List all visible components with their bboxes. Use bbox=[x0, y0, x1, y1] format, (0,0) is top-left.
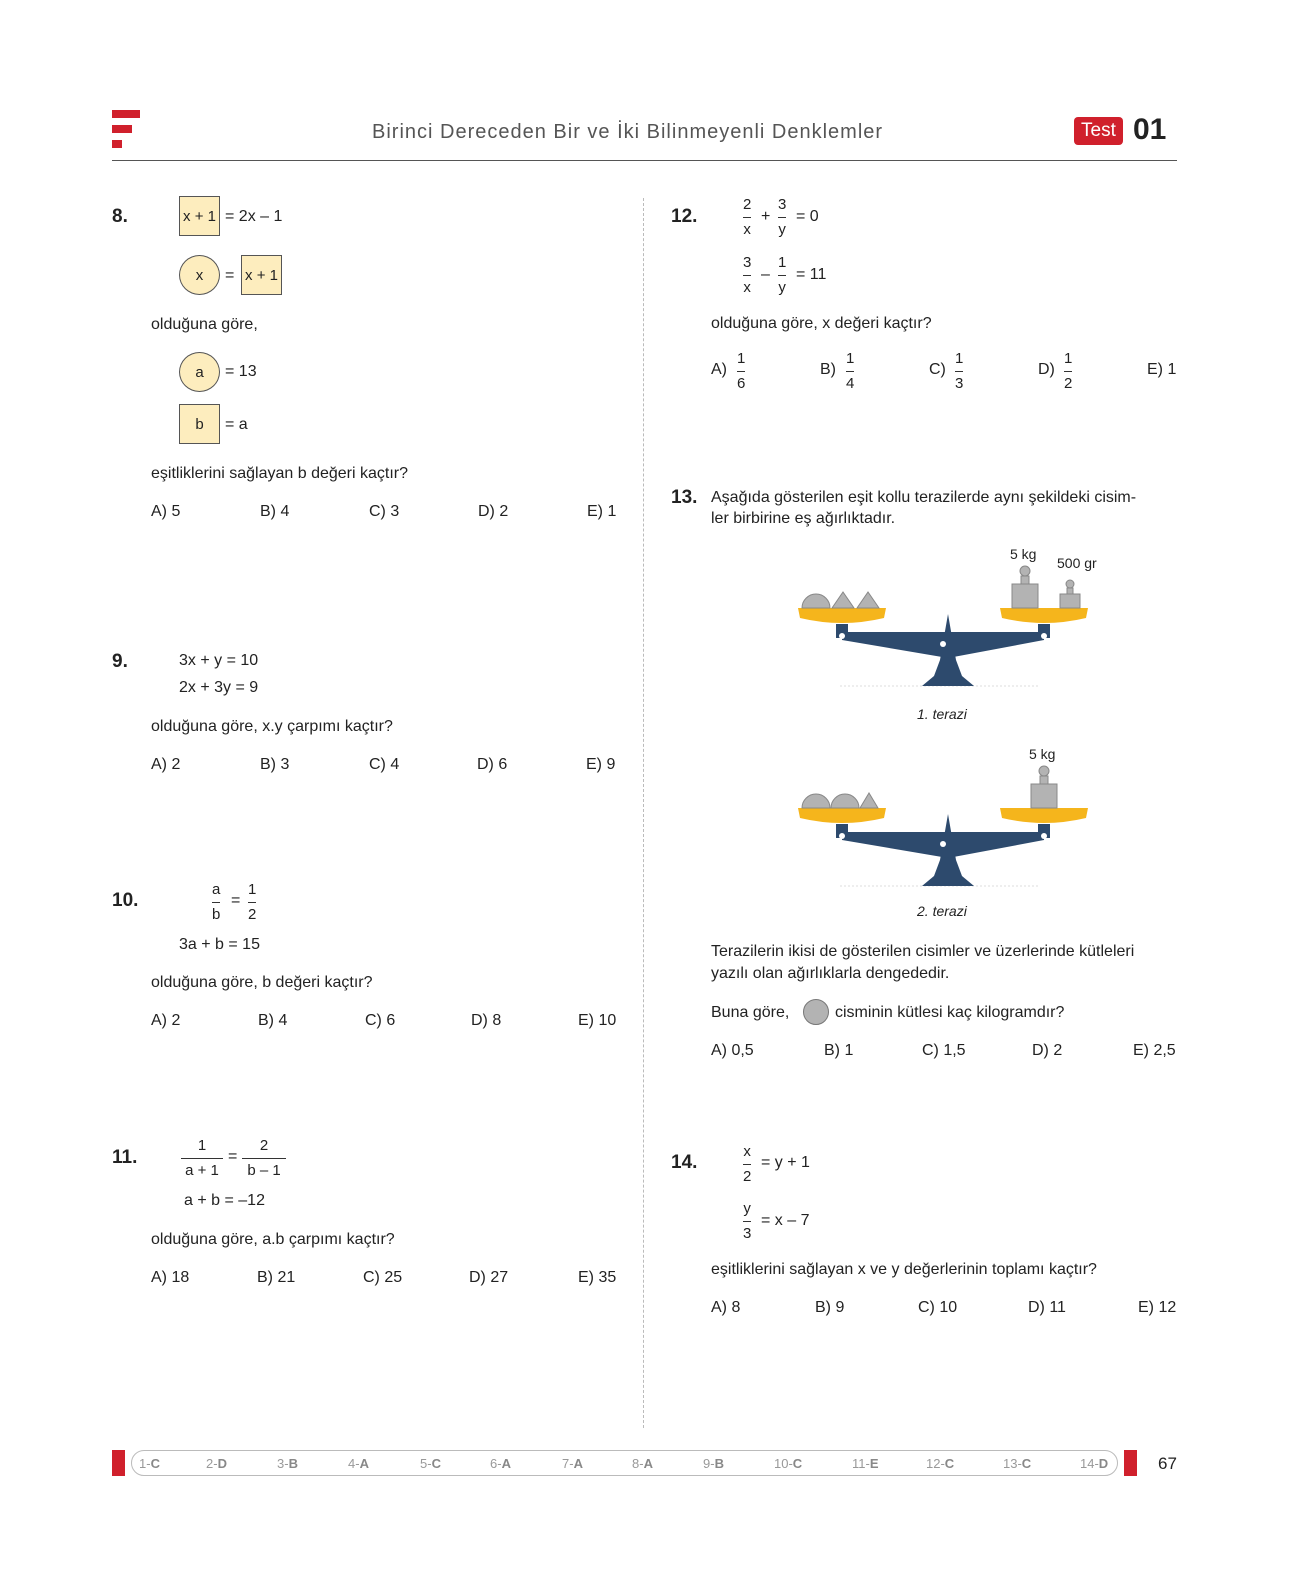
question-number: 11. bbox=[112, 1147, 138, 1168]
answer-key-item: 7-A bbox=[562, 1456, 583, 1471]
answer-key-item: 13-C bbox=[1003, 1456, 1032, 1471]
option-label: A) bbox=[711, 361, 727, 378]
answer-key-item: 11-E bbox=[852, 1456, 879, 1471]
equation-text: = 11 bbox=[796, 266, 827, 283]
option-c[interactable]: C) 1,5 bbox=[922, 1042, 966, 1059]
given-text: olduğuna göre, bbox=[151, 316, 258, 333]
fraction bbox=[737, 351, 745, 391]
equation-text: = bbox=[225, 267, 235, 284]
question-text: eşitliklerini sağlayan b değeri kaçtır? bbox=[151, 465, 409, 482]
numerator: 2 bbox=[259, 1137, 269, 1154]
option-label: C) bbox=[929, 361, 946, 378]
page-title: Birinci Dereceden Bir ve İki Bilinmeyenli Denklemler bbox=[372, 121, 884, 143]
denominator: a + 1 bbox=[185, 1162, 219, 1179]
test-number: 01 bbox=[1133, 113, 1167, 146]
question-text: cisminin kütlesi kaç kilogramdır? bbox=[835, 1004, 1065, 1021]
question-number: 14. bbox=[671, 1152, 698, 1173]
fraction bbox=[778, 255, 786, 295]
fraction bbox=[181, 1138, 223, 1178]
numerator: x bbox=[743, 1143, 751, 1160]
test-badge: Test bbox=[1074, 117, 1123, 145]
answer-key-item: 1-C bbox=[139, 1456, 160, 1471]
header-divider bbox=[112, 160, 1177, 161]
option-c[interactable]: C) 4 bbox=[369, 756, 400, 773]
ball-object bbox=[831, 794, 859, 808]
question-text: ler birbirine eş ağırlıktadır. bbox=[711, 510, 896, 527]
answer-key-item: 2-D bbox=[206, 1456, 227, 1471]
scale-caption: 1. terazi bbox=[917, 706, 967, 722]
equation-text: a + b = –12 bbox=[184, 1192, 265, 1209]
question-number: 9. bbox=[112, 651, 128, 672]
answer-key-item: 9-B bbox=[703, 1456, 724, 1471]
equation-text: = 13 bbox=[225, 363, 257, 380]
option-c[interactable]: C) 6 bbox=[365, 1012, 396, 1029]
weight-label: 500 gr bbox=[1057, 555, 1097, 571]
denominator: b – 1 bbox=[247, 1162, 281, 1179]
option-c[interactable]: C) 3 bbox=[369, 503, 400, 520]
question-text: Buna göre, bbox=[711, 1004, 790, 1021]
expr-circle: a bbox=[179, 352, 220, 392]
question-text: Aşağıda gösterilen eşit kollu terazilerde aynı şekildeki cisim- bbox=[711, 489, 1137, 506]
denominator: 4 bbox=[846, 375, 855, 392]
fraction bbox=[248, 882, 256, 922]
denominator: 3 bbox=[743, 1225, 752, 1242]
weight-5kg bbox=[1031, 766, 1057, 808]
column-divider bbox=[643, 198, 644, 1428]
fraction bbox=[743, 1144, 751, 1184]
triangle-object bbox=[857, 592, 879, 608]
weight-500gr bbox=[1060, 580, 1080, 608]
option-d[interactable]: D) 6 bbox=[477, 756, 508, 773]
option-b[interactable]: B) 21 bbox=[257, 1269, 296, 1286]
option-a[interactable]: A) 2 bbox=[151, 1012, 181, 1029]
option-a[interactable]: A) 0,5 bbox=[711, 1042, 754, 1059]
numerator: 1 bbox=[737, 350, 746, 367]
equation-text: 3a + b = 15 bbox=[179, 936, 260, 953]
denominator: y bbox=[778, 221, 786, 238]
question-text: olduğuna göre, x.y çarpımı kaçtır? bbox=[151, 718, 393, 735]
numerator: 1 bbox=[778, 254, 787, 271]
footer-accent-left bbox=[112, 1450, 125, 1476]
denominator: 2 bbox=[1064, 375, 1073, 392]
ball-object bbox=[802, 794, 830, 808]
answer-key-item: 12-C bbox=[926, 1456, 955, 1471]
option-c[interactable]: C) 10 bbox=[918, 1299, 958, 1316]
option-b[interactable]: B) 3 bbox=[260, 756, 290, 773]
question-text: eşitliklerini sağlayan x ve y değerlerinin toplamı kaçtır? bbox=[711, 1261, 1097, 1278]
equation-text: = 2x – 1 bbox=[225, 208, 283, 225]
equation-text: = bbox=[228, 1148, 238, 1165]
fraction bbox=[846, 351, 854, 391]
question-text: olduğuna göre, a.b çarpımı kaçtır? bbox=[151, 1231, 395, 1248]
brand-logo bbox=[112, 110, 142, 150]
option-b[interactable]: B) 1 bbox=[824, 1042, 854, 1059]
fraction bbox=[743, 197, 751, 237]
denominator: 6 bbox=[737, 375, 746, 392]
numerator: a bbox=[212, 881, 221, 898]
expr-box: x + 1 bbox=[241, 255, 282, 295]
question-number: 13. bbox=[671, 487, 698, 508]
question-number: 10. bbox=[112, 890, 139, 911]
option-b[interactable]: B) 4 bbox=[260, 503, 290, 520]
page-number: 67 bbox=[1158, 1454, 1177, 1473]
balance-scale-2 bbox=[790, 740, 1110, 900]
option-a[interactable]: A) 5 bbox=[151, 503, 181, 520]
answer-key-item: 4-A bbox=[348, 1456, 369, 1471]
option-e[interactable]: E) 35 bbox=[578, 1269, 617, 1286]
fraction bbox=[1064, 351, 1072, 391]
denominator: 2 bbox=[743, 1168, 752, 1185]
option-e[interactable]: E) 12 bbox=[1138, 1299, 1177, 1316]
ball-icon bbox=[803, 999, 829, 1025]
question-text: yazılı olan ağırlıklarla dengededir. bbox=[711, 965, 950, 982]
option-label: D) bbox=[1038, 361, 1055, 378]
option-e[interactable]: E) 2,5 bbox=[1133, 1042, 1176, 1059]
fraction bbox=[743, 1201, 751, 1241]
weight-5kg bbox=[1012, 566, 1038, 608]
equation-text: = a bbox=[225, 416, 248, 433]
denominator: 3 bbox=[955, 375, 964, 392]
denominator: y bbox=[778, 279, 786, 296]
equation-text: = y + 1 bbox=[761, 1154, 810, 1171]
denominator: b bbox=[212, 906, 221, 923]
ball-object bbox=[802, 594, 830, 608]
denominator: x bbox=[743, 221, 751, 238]
question-number: 12. bbox=[671, 206, 698, 227]
equation-text: = x – 7 bbox=[761, 1212, 810, 1229]
answer-key-item: 14-D bbox=[1080, 1456, 1109, 1471]
option-label: B) bbox=[820, 361, 836, 378]
weight-label: 5 kg bbox=[1029, 746, 1056, 762]
numerator: 1 bbox=[248, 881, 257, 898]
expr-box: x + 1 bbox=[179, 196, 220, 236]
option-b[interactable]: B) 4 bbox=[258, 1012, 288, 1029]
weight-label: 5 kg bbox=[1010, 546, 1037, 562]
triangle-object bbox=[832, 592, 854, 608]
triangle-object bbox=[860, 793, 878, 808]
option-e[interactable]: E) 10 bbox=[578, 1012, 617, 1029]
option-a[interactable]: A) 8 bbox=[711, 1299, 741, 1316]
equation-text: + bbox=[761, 208, 771, 225]
option-e[interactable]: E) 9 bbox=[586, 756, 616, 773]
option-a[interactable]: A) 2 bbox=[151, 756, 181, 773]
fraction bbox=[743, 255, 751, 295]
numerator: y bbox=[743, 1200, 751, 1217]
option-d[interactable]: D) 2 bbox=[1032, 1042, 1063, 1059]
numerator: 3 bbox=[743, 254, 752, 271]
answer-key-item: 8-A bbox=[632, 1456, 653, 1471]
option-d[interactable]: D) 8 bbox=[471, 1012, 502, 1029]
expr-box: b bbox=[179, 404, 220, 444]
numerator: 1 bbox=[955, 350, 964, 367]
numerator: 3 bbox=[778, 196, 787, 213]
equation-text: 3x + y = 10 bbox=[179, 652, 259, 669]
option-c[interactable]: C) 25 bbox=[363, 1269, 403, 1286]
numerator: 1 bbox=[846, 350, 855, 367]
answer-key-item: 3-B bbox=[277, 1456, 298, 1471]
question-text: Terazilerin ikisi de gösterilen cisimler ve üzerlerinde kütleleri bbox=[711, 943, 1135, 960]
numerator: 1 bbox=[197, 1137, 207, 1154]
footer-accent-right bbox=[1124, 1450, 1137, 1476]
fraction bbox=[242, 1138, 286, 1178]
option-d[interactable]: D) 2 bbox=[478, 503, 509, 520]
fraction bbox=[212, 882, 220, 922]
equation-text: = bbox=[231, 892, 241, 909]
question-text: olduğuna göre, x değeri kaçtır? bbox=[711, 315, 932, 332]
option-e[interactable]: E) 1 bbox=[587, 503, 617, 520]
denominator: x bbox=[743, 279, 751, 296]
expr-circle: x bbox=[179, 255, 220, 295]
equation-text: = 0 bbox=[796, 208, 819, 225]
answer-key-item: 6-A bbox=[490, 1456, 511, 1471]
option-a[interactable]: A) 18 bbox=[151, 1269, 190, 1286]
scale-caption: 2. terazi bbox=[917, 903, 967, 919]
option-d[interactable]: D) 11 bbox=[1028, 1299, 1066, 1316]
option-b[interactable]: B) 9 bbox=[815, 1299, 845, 1316]
equation-text: – bbox=[761, 266, 770, 283]
question-text: olduğuna göre, b değeri kaçtır? bbox=[151, 974, 373, 991]
numerator: 1 bbox=[1064, 350, 1073, 367]
question-number: 8. bbox=[112, 206, 128, 227]
fraction bbox=[778, 197, 786, 237]
numerator: 2 bbox=[743, 196, 752, 213]
option-e[interactable]: E) 1 bbox=[1147, 361, 1177, 378]
equation-text: 2x + 3y = 9 bbox=[179, 679, 259, 696]
fraction bbox=[955, 351, 963, 391]
option-d[interactable]: D) 27 bbox=[469, 1269, 509, 1286]
answer-key-item: 10-C bbox=[774, 1456, 803, 1471]
denominator: 2 bbox=[248, 906, 257, 923]
answer-key-item: 5-C bbox=[420, 1456, 441, 1471]
